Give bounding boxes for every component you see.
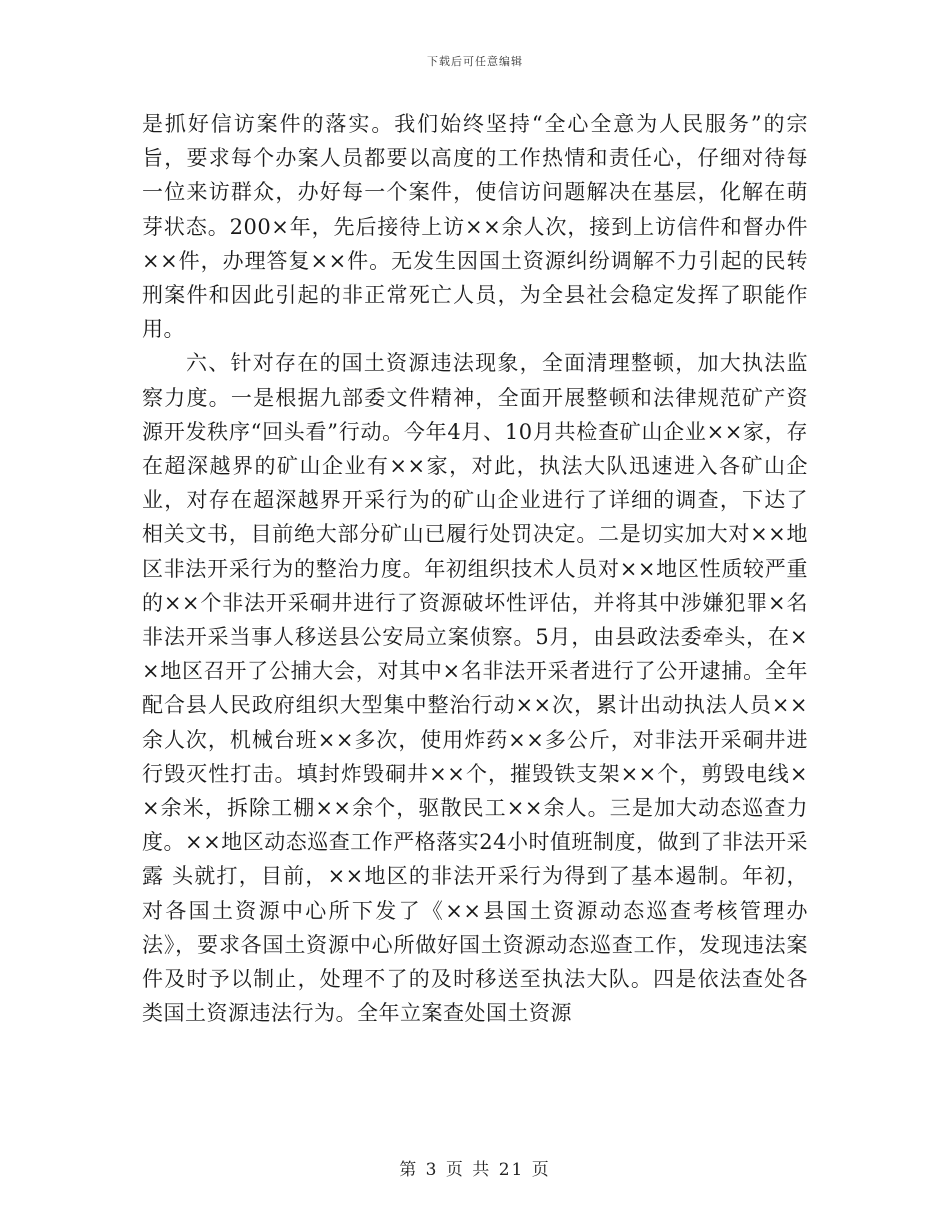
document-body — [142, 107, 808, 1030]
page-header-note: 下载后可任意编辑 — [427, 55, 523, 68]
body-paragraph-continuation: 是抓好信访案件的落实。我们始终坚持“全心全意为人民服务”的宗旨，要求每个办案人员都要以高度的工作热情和责任心，仔细对待每一位来访群众，办好每一个案件，使信访问题解决在基层，化解在萌芽状态。200×年，先后接待上访××余人次，接到上访信件和督办件××件，办理答复××件。无发生因国土资源纠纷调解不力引起的民转刑案件和因此引起的非正常死亡人员，为全县社会稳定发挥了职能作用。 — [142, 112, 808, 342]
body-paragraph-section-six: 六、针对存在的国土资源违法现象，全面清理整顿，加大执法监察力度。一是根据九部委文件精神，全面开展整顿和法律规范矿产资源开发秩序“回头看”行动。今年4月、10月共检查矿山企业××家，存在超深越界的矿山企业有××家，对此，执法大队迅速进入各矿山企业，对存在超深越界开采行为的矿山企业进行了详细的调查，下达了相关文书，目前绝大部分矿山已履行处罚决定。二是切实加大对××地区非法开采行为的整治力度。年初组织技术人员对××地区性质较严重的××个非法开采硐井进行了资源破坏性评估，并将其中涉嫌犯罪×名非法开采当事人移送县公安局立案侦察。5月，由县政法委牵头，在××地区召开了公捕大会，对其中×名非法开采者进行了公开逮捕。全年配合县人民政府组织大型集中整治行动××次，累计出动执法人员××余人次，机械台班××多次，使用炸药××多公斤，对非法开采硐井进行毁灭性打击。填封炸毁硐井××个，摧毁铁支架××个，剪毁电线××余米，拆除工棚××余个，驱散民工××余人。三是加大动态巡查力度。××地区动态巡查工作严格落实24小时值班制度，做到了非法开采露 头就打，目前，××地区的非法开采行为得到了基本遏制。年初，对各国土资源中心所下发了《××县国土资源动态巡查考核管理办法》，要求各国土资源中心所做好国土资源动态巡查工作，发现违法案件及时予以制止，处理不了的及时移送至执法大队。四是依法查处各类国土资源违法行为。全年立案查处国土资源 — [142, 351, 808, 1026]
page-number-footer: 第 3 页 共 21 页 — [399, 1160, 551, 1180]
